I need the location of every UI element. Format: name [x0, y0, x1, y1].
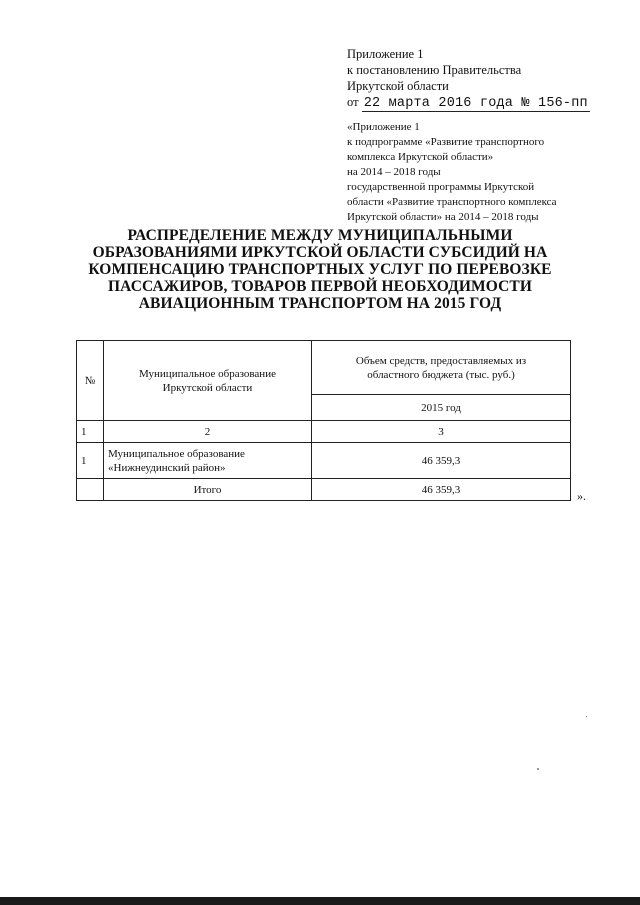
column-number: 3	[312, 421, 571, 443]
sub-appendix-line: к подпрограмме «Развитие транспортного	[347, 136, 545, 148]
table-row	[77, 443, 571, 479]
appendix-line: к постановлению Правительства	[347, 63, 522, 77]
scan-speck	[586, 716, 587, 717]
distribution-table	[76, 340, 571, 501]
title-line: КОМПЕНСАЦИЮ ТРАНСПОРТНЫХ УСЛУГ ПО ПЕРЕВОЗКЕ	[88, 261, 552, 278]
decree-line	[347, 94, 627, 112]
table-header-row	[77, 341, 571, 395]
header-year: 2015 год	[312, 395, 571, 421]
scan-bottom-edge	[0, 897, 640, 905]
sub-appendix-line: Иркутской области» на 2014 – 2018 годы	[347, 211, 539, 223]
column-number: 2	[104, 421, 312, 443]
sub-appendix-line: области «Развитие транспортного комплекса	[347, 196, 557, 208]
row-amount: 46 359,3	[312, 443, 571, 479]
sub-appendix-line: на 2014 – 2018 годы	[347, 166, 441, 178]
header-num: №	[77, 341, 104, 421]
appendix-line: Иркутской области	[347, 79, 449, 93]
table-total-row	[77, 479, 571, 501]
sub-appendix-line: «Приложение 1	[347, 121, 420, 133]
sub-appendix-block	[347, 120, 627, 225]
header-municipality-line: Иркутской области	[162, 381, 253, 394]
row-municipality-line: Муниципальное образование	[108, 447, 245, 460]
row-num: 1	[77, 443, 104, 479]
title-line: РАСПРЕДЕЛЕНИЕ МЕЖДУ МУНИЦИПАЛЬНЫМИ	[127, 227, 513, 244]
total-num-cell	[77, 479, 104, 501]
document-title	[40, 227, 600, 312]
row-municipality	[104, 443, 312, 479]
table-column-number-row	[77, 421, 571, 443]
appendix-line: Приложение 1	[347, 47, 424, 61]
row-municipality-line: «Нижнеудинский район»	[108, 461, 226, 474]
sub-appendix-line: государственной программы Иркутской	[347, 181, 535, 193]
total-label: Итого	[104, 479, 312, 501]
scan-speck	[537, 768, 539, 770]
header-amount-line: областного бюджета (тыс. руб.)	[367, 368, 515, 381]
header-municipality	[104, 341, 312, 421]
decree-number: 22 марта 2016 года № 156-пп	[363, 96, 588, 111]
column-number: 1	[77, 421, 104, 443]
header-municipality-line: Муниципальное образование	[139, 367, 276, 380]
header-amount	[312, 341, 571, 395]
closing-quote-mark: ».	[577, 489, 586, 503]
sub-appendix-line: комплекса Иркутской области»	[347, 151, 494, 163]
appendix-block	[347, 46, 627, 112]
title-line: АВИАЦИОННЫМ ТРАНСПОРТОМ НА 2015 ГОД	[138, 295, 502, 312]
title-line: ПАССАЖИРОВ, ТОВАРОВ ПЕРВОЙ НЕОБХОДИМОСТИ	[108, 278, 532, 295]
title-line: ОБРАЗОВАНИЯМИ ИРКУТСКОЙ ОБЛАСТИ СУБСИДИЙ НА	[92, 244, 548, 261]
decree-prefix: от	[347, 95, 359, 109]
total-amount: 46 359,3	[312, 479, 571, 501]
header-amount-line: Объем средств, предоставляемых из	[355, 354, 527, 367]
